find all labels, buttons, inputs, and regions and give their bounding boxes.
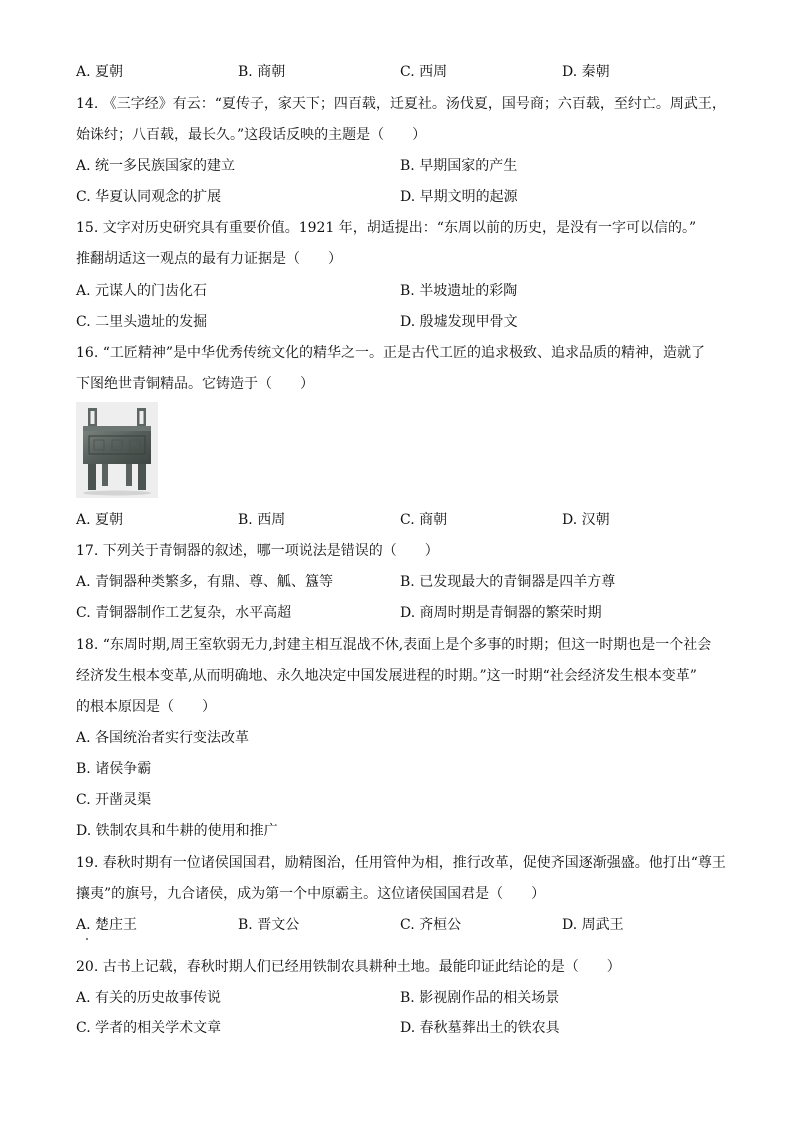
q19-stem-line1: 19. 春秋时期有一位诸侯国国君，励精图治，任用管仲为相，推行改革，促使齐国逐渐强盛。他打出“尊王 — [76, 855, 726, 871]
q14-options-row2 — [76, 187, 736, 207]
q18-option-d[interactable]: D. 铁制农具和牛耕的使用和推广 — [76, 823, 278, 839]
q14-options-row1 — [76, 156, 736, 176]
q14-stem-line2: 始诛纣；八百载，最长久。”这段话反映的主题是（ ） — [76, 127, 427, 143]
q13-option-a[interactable]: A. 夏朝 — [76, 64, 124, 80]
q18-option-b[interactable]: B. 诸侯争霸 — [76, 761, 152, 777]
q16-stem-line2: 下图绝世青铜精品。它铸造于（ ） — [76, 376, 314, 392]
q17-stem-line1: 17. 下列关于青铜器的叙述，哪一项说法是错误的（ ） — [76, 543, 439, 559]
q15-stem-line1: 15. 文字对历史研究具有重要价值。1921 年，胡适提出：“东周以前的历史，是没有一字可以信的。” — [76, 220, 697, 236]
q15-stem-line2: 推翻胡适这一观点的最有力证据是（ ） — [76, 251, 342, 267]
q14-option-a[interactable]: A. 统一多民族国家的建立 — [76, 158, 236, 174]
q16-option-a[interactable]: A. 夏朝 — [76, 512, 124, 528]
q13-option-d[interactable]: D. 秦朝 — [562, 64, 610, 80]
q19-options — [76, 915, 736, 935]
q13-option-c[interactable]: C. 西周 — [400, 64, 448, 80]
q17-option-b[interactable]: B. 已发现最大的青铜器是四羊方尊 — [400, 574, 616, 590]
stray-mark — [86, 938, 88, 940]
q19-option-c[interactable]: C. 齐桓公 — [400, 917, 462, 933]
q18-option-c[interactable]: C. 开凿灵渠 — [76, 792, 152, 808]
q20-option-b[interactable]: B. 影视剧作品的相关场景 — [400, 990, 560, 1006]
q19-option-d[interactable]: D. 周武王 — [562, 917, 624, 933]
q14-option-b[interactable]: B. 早期国家的产生 — [400, 158, 518, 174]
q20-stem-line1: 20. 古书上记载，春秋时期人们已经用铁制农具耕种土地。最能印证此结论的是（ ） — [76, 959, 621, 975]
q14-option-d[interactable]: D. 早期文明的起源 — [400, 189, 518, 205]
q14-option-c[interactable]: C. 华夏认同观念的扩展 — [76, 189, 222, 205]
q17-options-row1 — [76, 572, 736, 592]
q19-option-b[interactable]: B. 晋文公 — [238, 917, 300, 933]
bronze-ding-icon — [76, 402, 158, 498]
q15-option-d[interactable]: D. 殷墟发现甲骨文 — [400, 314, 518, 330]
bronze-ding-image — [76, 402, 158, 498]
q20-options-row1 — [76, 988, 736, 1008]
q20-options-row2 — [76, 1018, 736, 1038]
q15-option-b[interactable]: B. 半坡遗址的彩陶 — [400, 283, 518, 299]
q18-option-a[interactable]: A. 各国统治者实行变法改革 — [76, 730, 250, 746]
q15-option-c[interactable]: C. 二里头遗址的发掘 — [76, 314, 208, 330]
q19-option-a[interactable]: A. 楚庄王 — [76, 917, 138, 933]
q15-option-a[interactable]: A. 元谋人的门齿化石 — [76, 283, 208, 299]
q16-stem-line1: 16. “工匠精神”是中华优秀传统文化的精华之一。正是古代工匠的追求极致、追求品质的精神，造就了 — [76, 345, 706, 361]
q17-options-row2 — [76, 603, 736, 623]
q15-options-row1 — [76, 281, 736, 301]
q13-option-b[interactable]: B. 商朝 — [238, 64, 286, 80]
q18-stem-line2: 经济发生根本变革,从而明确地、永久地决定中国发展进程的时期。”这一时期“社会经济发生根本变革” — [76, 668, 697, 684]
q17-option-c[interactable]: C. 青铜器制作工艺复杂，水平高超 — [76, 605, 292, 621]
q15-options-row2 — [76, 312, 736, 332]
q18-stem-line1: 18. “东周时期,周王室软弱无力,封建主相互混战不休,表面上是个多事的时期；但这一时期也是一个社会 — [76, 637, 712, 653]
q20-option-c[interactable]: C. 学者的相关学术文章 — [76, 1020, 222, 1036]
q20-option-d[interactable]: D. 春秋墓葬出土的铁农具 — [400, 1020, 560, 1036]
q16-options — [76, 510, 736, 530]
q13-options — [76, 62, 736, 82]
q20-option-a[interactable]: A. 有关的历史故事传说 — [76, 990, 222, 1006]
q16-option-b[interactable]: B. 西周 — [238, 512, 286, 528]
q17-option-a[interactable]: A. 青铜器种类繁多，有鼎、尊、觚、簋等 — [76, 574, 334, 590]
q14-stem-line1: 14. 《三字经》有云：“夏传子，家天下；四百载，迁夏社。汤伐夏，国号商；六百载，至纣亡。周武王， — [76, 96, 726, 112]
q17-option-d[interactable]: D. 商周时期是青铜器的繁荣时期 — [400, 605, 602, 621]
q16-option-d[interactable]: D. 汉朝 — [562, 512, 610, 528]
q19-stem-line2: 攘夷”的旗号，九合诸侯，成为第一个中原霸主。这位诸侯国国君是（ ） — [76, 886, 546, 902]
q18-stem-line3: 的根本原因是（ ） — [76, 699, 216, 715]
q16-option-c[interactable]: C. 商朝 — [400, 512, 448, 528]
